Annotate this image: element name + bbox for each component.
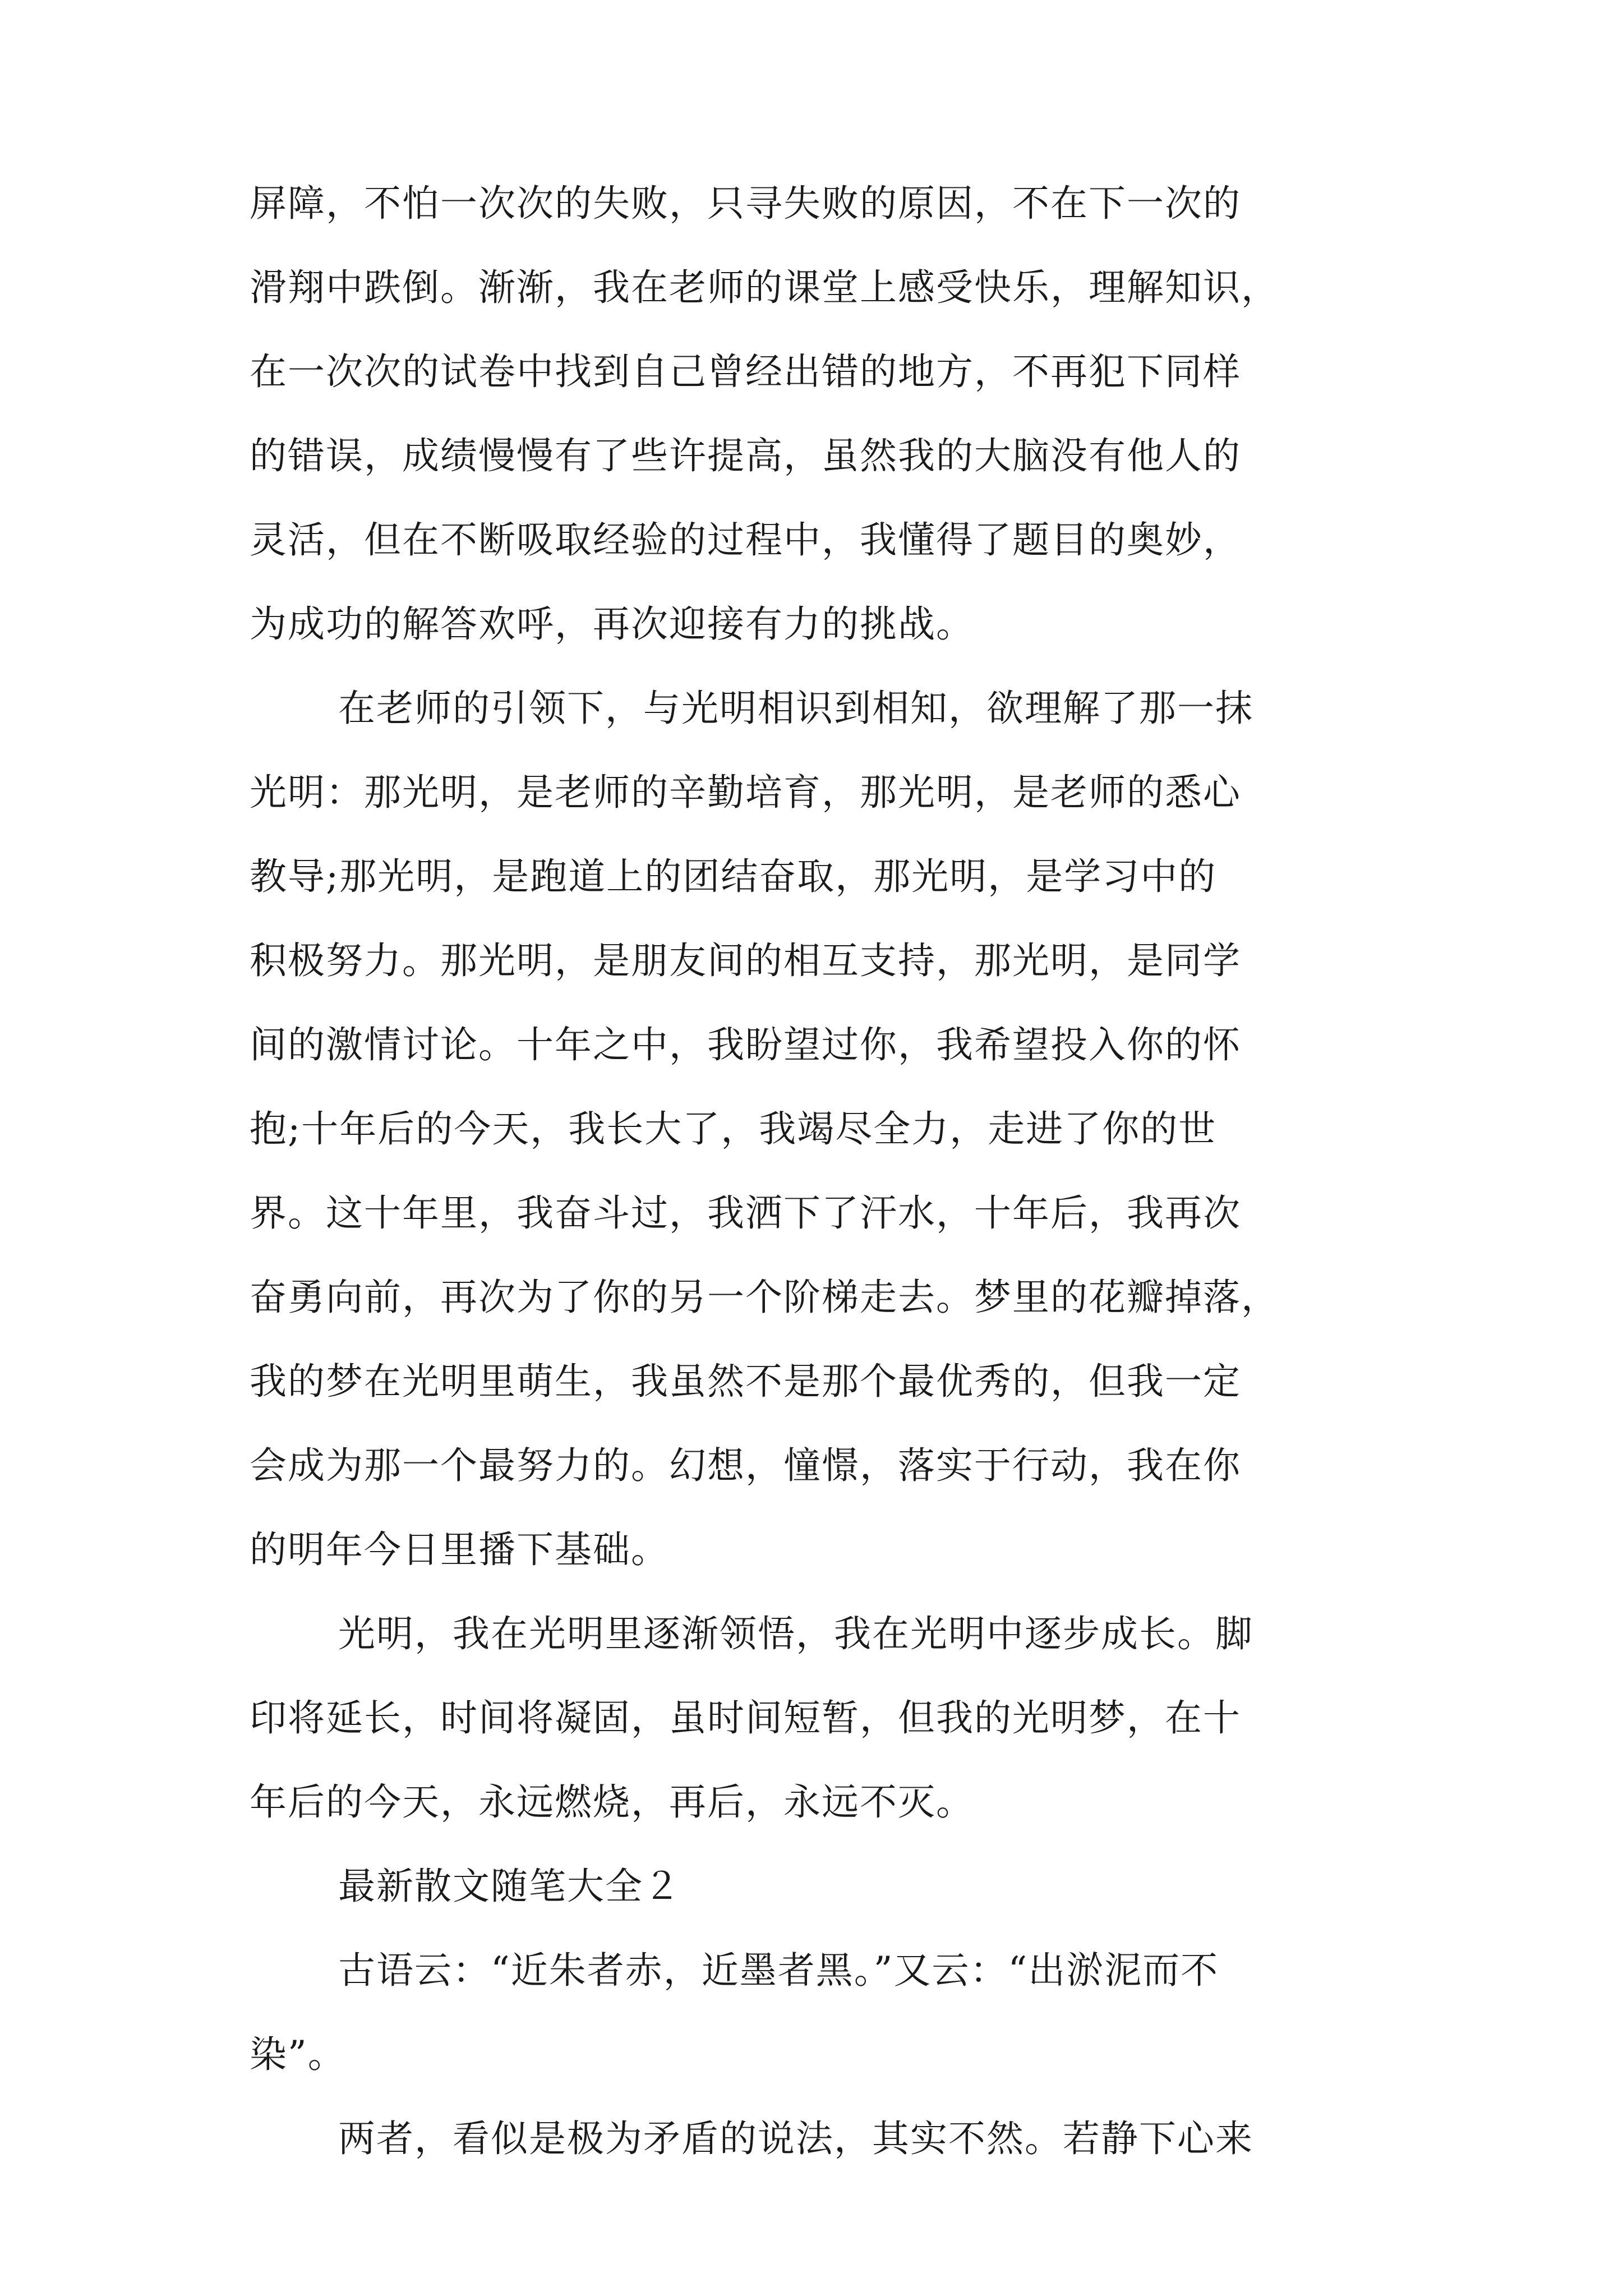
text-line: 为成功的解答欢呼，再次迎接有力的挑战。 [250, 602, 974, 646]
text-line: 滑翔中跌倒。渐渐，我在老师的课堂上感受快乐，理解知识， [250, 266, 1279, 309]
text-line: 积极努力。那光明，是朋友间的相互支持，那光明，是同学 [250, 939, 1241, 982]
paragraph-first-line: 在老师的引领下，与光明相识到相知，欲理解了那一抹 [338, 687, 1253, 730]
section-heading: 最新散文随笔大全２ [338, 1865, 681, 1908]
text-line: 屏障，不怕一次次的失败，只寻失败的原因，不在下一次的 [250, 182, 1241, 225]
text-line: 染”。 [250, 2033, 346, 2076]
text-line: 的错误，成绩慢慢有了些许提高，虽然我的大脑没有他人的 [250, 434, 1241, 477]
text-line: 年后的今天，永远燃烧，再后，永远不灭。 [250, 1780, 974, 1824]
paragraph-first-line: 两者，看似是极为矛盾的说法，其实不然。若静下心来 [338, 2117, 1253, 2160]
paragraph-first-line: 古语云：“近朱者赤，近墨者黑。”又云：“出淤泥而不 [338, 1949, 1219, 1992]
text-line: 会成为那一个最努力的。幻想，憧憬，落实于行动，我在你 [250, 1444, 1241, 1487]
text-line: 在一次次的试卷中找到自己曾经出错的地方，不再犯下同样 [250, 350, 1241, 393]
text-line: 的明年今日里播下基础。 [250, 1528, 669, 1571]
text-line: 印将延长，时间将凝固，虽时间短暂，但我的光明梦，在十 [250, 1696, 1241, 1740]
text-line: 灵活，但在不断吸取经验的过程中，我懂得了题目的奥妙， [250, 518, 1241, 562]
paragraph-first-line: 光明，我在光明里逐渐领悟，我在光明中逐步成长。脚 [338, 1612, 1253, 1655]
text-line: 我的梦在光明里萌生，我虽然不是那个最优秀的，但我一定 [250, 1360, 1241, 1403]
text-line: 光明：那光明，是老师的辛勤培育，那光明，是老师的悉心 [250, 771, 1241, 814]
text-line: 奋勇向前，再次为了你的另一个阶梯走去。梦里的花瓣掉落， [250, 1276, 1279, 1319]
text-line: 间的激情讨论。十年之中，我盼望过你，我希望投入你的怀 [250, 1023, 1241, 1066]
text-line: 界。这十年里，我奋斗过，我洒下了汗水，十年后，我再次 [250, 1191, 1241, 1235]
text-line: 抱;十年后的今天，我长大了，我竭尽全力，走进了你的世 [250, 1107, 1217, 1151]
text-line: 教导;那光明，是跑道上的团结奋取，那光明，是学习中的 [250, 855, 1217, 898]
